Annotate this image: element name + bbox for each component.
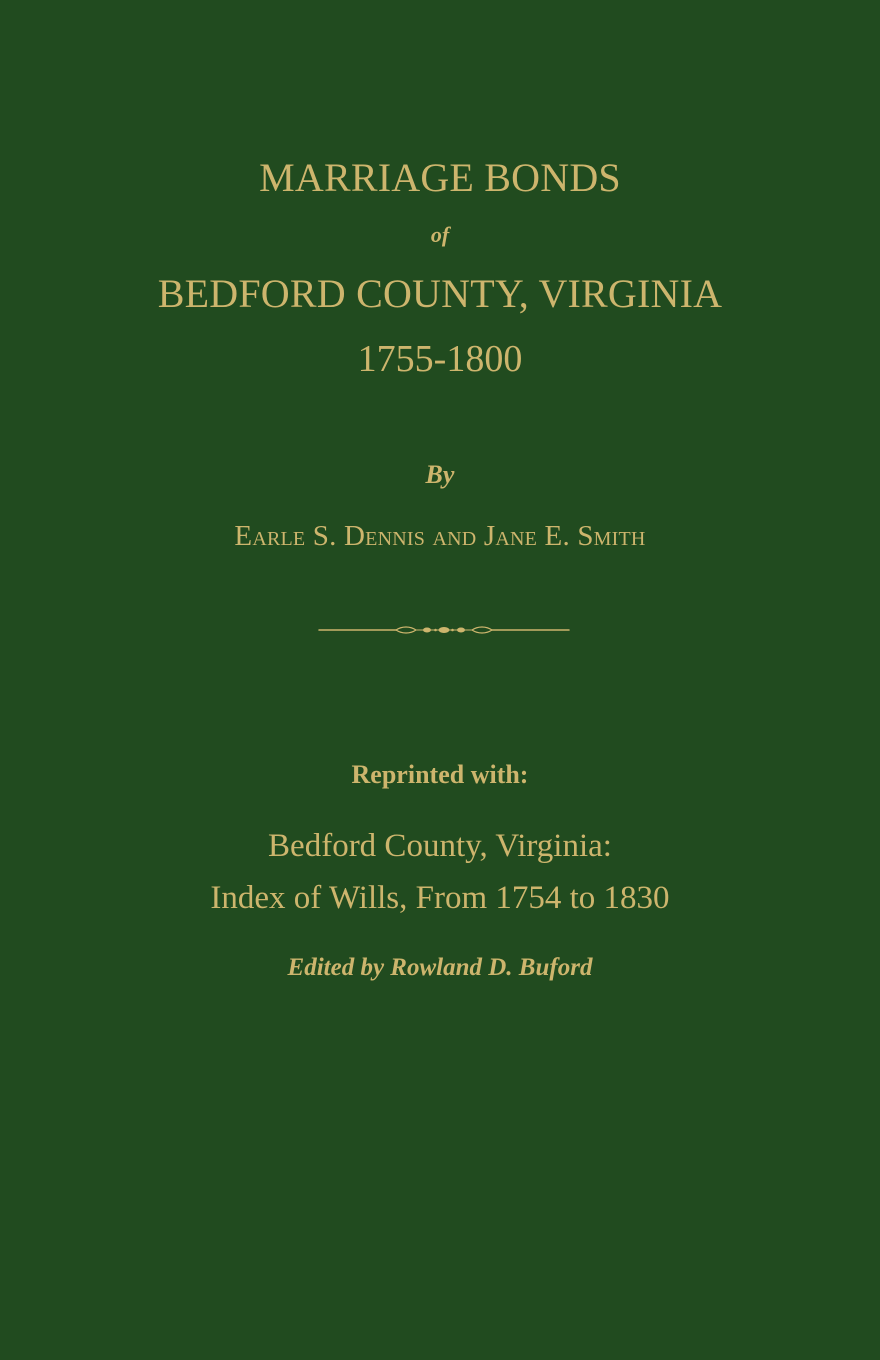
editor-line: Edited by Rowland D. Buford xyxy=(287,954,593,981)
decorative-rule-icon xyxy=(318,622,570,638)
title-line-3: BEDFORD COUNTY, VIRGINIA xyxy=(157,271,723,316)
reprinted-label: Reprinted with: xyxy=(351,760,529,789)
reprint-title-line-1: Bedford County, Virginia: xyxy=(268,828,612,864)
title-line-1: MARRIAGE BONDS xyxy=(259,155,621,200)
title-years: 1755-1800 xyxy=(357,338,523,380)
by-label: By xyxy=(425,460,455,489)
title-line-2: of xyxy=(430,222,450,247)
reprint-title-line-2: Index of Wills, From 1754 to 1830 xyxy=(210,880,670,916)
author-names: Earle S. Dennis and Jane E. Smith xyxy=(234,520,646,552)
